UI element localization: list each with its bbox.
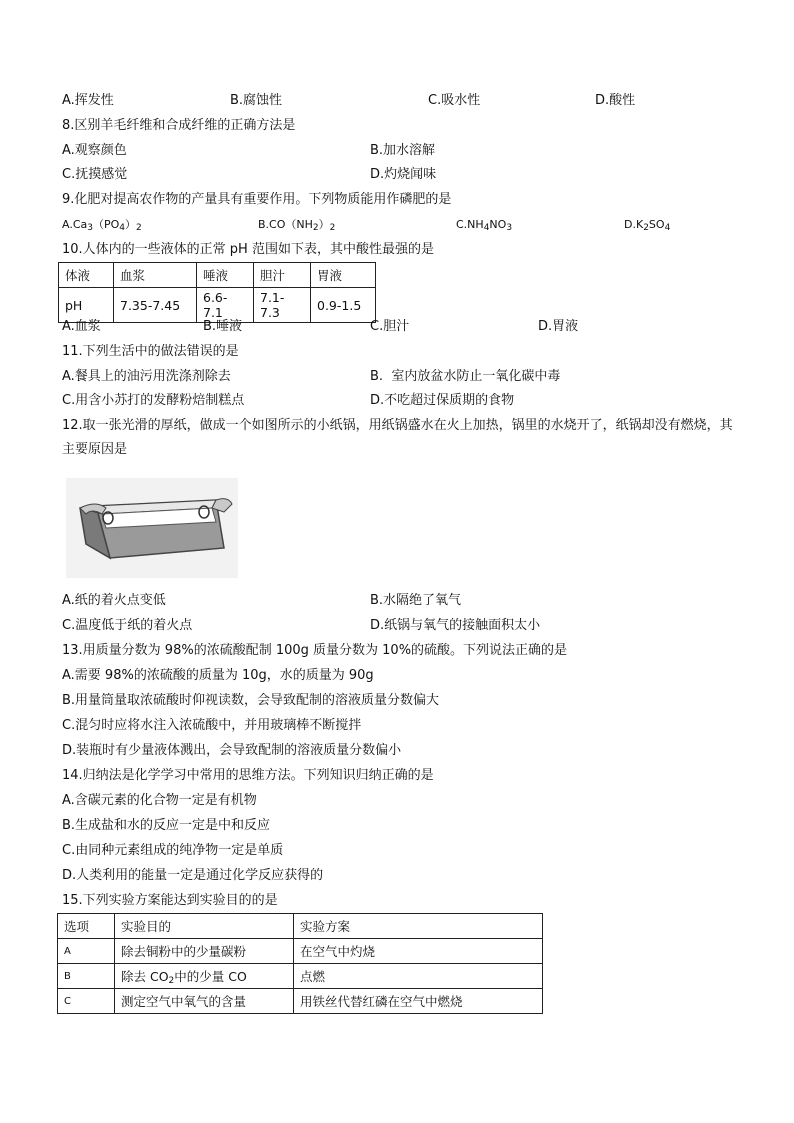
q7-option-b: B.腐蚀性 — [230, 93, 283, 108]
table-cell: B — [58, 964, 115, 989]
paper-pot-figure — [66, 478, 238, 578]
q12-option-a: A.纸的着火点变低 — [62, 593, 166, 608]
table-cell: 除去 $CO_2$中的少量 CO — [115, 964, 294, 989]
table-cell: 选项 — [58, 914, 115, 939]
q13-option-a: A.需要 98%的浓硫酸的质量为 10g，水的质量为 90g — [62, 668, 374, 683]
q15-stem: 15.下列实验方案能达到实验目的的是 — [62, 893, 278, 908]
table-cell: 胃液 — [311, 263, 376, 288]
q12-option-c: C.温度低于纸的着火点 — [62, 618, 193, 633]
table-cell: C — [58, 989, 115, 1014]
table-cell: 在空气中灼烧 — [294, 939, 543, 964]
table-row — [58, 989, 543, 1014]
table-cell: 7.35-7.45 — [114, 288, 197, 323]
table-cell: 唾液 — [197, 263, 254, 288]
q14-option-b: B.生成盐和水的反应一定是中和反应 — [62, 818, 271, 833]
q8-option-d: D.灼烧闻味 — [370, 167, 437, 182]
table-cell: pH — [59, 288, 114, 323]
q12-stem: 12.取一张光滑的厚纸，做成一个如图所示的小纸锅，用纸锅盛水在火上加热，锅里的水烧开了，纸锅却没有燃烧，其主要原因是 — [62, 418, 733, 457]
q10-option-b: B.唾液 — [203, 319, 243, 334]
q10-ph-table — [58, 262, 376, 323]
q14-stem: 14.归纳法是化学学习中常用的思维方法。下列知识归纳正确的是 — [62, 768, 434, 783]
table-cell: 用铁丝代替红磷在空气中燃烧 — [294, 989, 543, 1014]
q8-option-a: A.观察颜色 — [62, 143, 127, 158]
q14-option-c: C.由同种元素组成的纯净物一定是单质 — [62, 843, 284, 858]
q12-option-b: B.水隔绝了氧气 — [370, 593, 462, 608]
table-cell: 测定空气中氧气的含量 — [115, 989, 294, 1014]
table-cell: 7.1-7.3 — [254, 288, 311, 323]
q11-option-b: B. 室内放盆水防止一氧化碳中毒 — [370, 369, 561, 384]
q11-option-a: A.餐具上的油污用洗涤剂除去 — [62, 369, 231, 384]
table-cell: 体液 — [59, 263, 114, 288]
q13-option-c: C.混匀时应将水注入浓硫酸中，并用玻璃棒不断搅拌 — [62, 718, 362, 733]
table-cell: 6.6-7.1 — [197, 288, 254, 323]
q12-option-d: D.纸锅与氧气的接触面积太小 — [370, 618, 541, 633]
q10-stem: 10.人体内的一些液体的正常 pH 范围如下表，其中酸性最强的是 — [62, 242, 434, 257]
q10-option-a: A.血浆 — [62, 319, 101, 334]
q13-option-d: D.装瓶时有少量液体溅出，会导致配制的溶液质量分数偏小 — [62, 743, 402, 758]
table-cell: 除去铜粉中的少量碳粉 — [115, 939, 294, 964]
table-row — [58, 964, 543, 989]
table-cell: 血浆 — [114, 263, 197, 288]
q11-option-c: C.用含小苏打的发酵粉焙制糕点 — [62, 393, 245, 408]
q15-experiment-table — [57, 913, 543, 1014]
q9-option-a: $A.Ca_3(PO_4)_2$ — [62, 218, 142, 233]
table-cell: 胆汁 — [254, 263, 311, 288]
q7-option-a: A.挥发性 — [62, 93, 114, 108]
q9-option-b: $B.CO(NH_2)_2$ — [258, 218, 336, 233]
table-cell: 实验目的 — [115, 914, 294, 939]
q9-stem: 9.化肥对提高农作物的产量具有重要作用。下列物质能用作磷肥的是 — [62, 192, 452, 207]
q8-option-c: C.抚摸感觉 — [62, 167, 128, 182]
q8-stem: 8.区别羊毛纤维和合成纤维的正确方法是 — [62, 118, 296, 133]
q9-option-c: $C.NH_4NO_3$ — [456, 218, 513, 233]
q13-option-b: B.用量筒量取浓硫酸时仰视读数，会导致配制的溶液质量分数偏大 — [62, 693, 440, 708]
q7-option-c: C.吸水性 — [428, 93, 481, 108]
table-cell: 点燃 — [294, 964, 543, 989]
q14-option-a: A.含碳元素的化合物一定是有机物 — [62, 793, 257, 808]
q11-option-d: D.不吃超过保质期的食物 — [370, 393, 515, 408]
table-cell: A — [58, 939, 115, 964]
q7-option-d: D.酸性 — [595, 93, 636, 108]
table-cell: 0.9-1.5 — [311, 288, 376, 323]
table-row — [58, 939, 543, 964]
q8-option-b: B.加水溶解 — [370, 143, 436, 158]
table-row — [59, 263, 376, 288]
q10-option-d: D.胃液 — [538, 319, 579, 334]
q14-option-d: D.人类利用的能量一定是通过化学反应获得的 — [62, 868, 324, 883]
table-row — [58, 914, 543, 939]
q9-option-d: $D.K_2SO_4$ — [624, 218, 671, 233]
q13-stem: 13.用质量分数为 98%的浓硫酸配制 100g 质量分数为 10%的硫酸。下列说法正确的是 — [62, 643, 568, 658]
table-cell: 实验方案 — [294, 914, 543, 939]
q10-option-c: C.胆汁 — [370, 319, 410, 334]
q11-stem: 11.下列生活中的做法错误的是 — [62, 344, 239, 359]
